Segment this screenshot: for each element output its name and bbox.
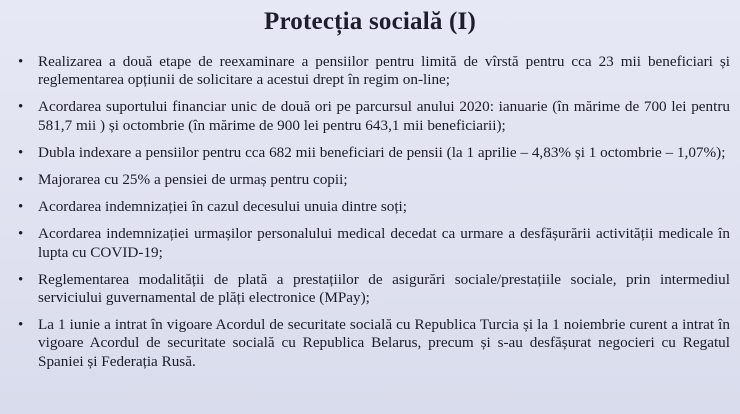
bullet-icon: •	[18, 172, 24, 189]
bullet-icon: •	[18, 226, 24, 243]
list-item	[0, 225, 740, 261]
list-item-text: Acordarea indemnizației urmașilor personalului medical decedat ca urmare a desfășurării activității medicale în lupta cu COVID-19;	[38, 225, 730, 261]
list-item-text: Majorarea cu 25% a pensiei de urmaș pentru copii;	[38, 171, 348, 189]
list-item	[0, 98, 740, 134]
bullet-icon: •	[18, 99, 24, 116]
list-item-text: Reglementarea modalității de plată a prestațiilor de asigurări sociale/prestațiile sociale, prin intermediul serviciului guvernamental de plăți electronice (MPay);	[38, 270, 730, 307]
list-item	[0, 53, 740, 89]
slide-title: Protecția socială (I)	[263, 8, 476, 35]
list-item-text: Dubla indexare a pensiilor pentru cca 682 mii beneficiari de pensii (la 1 aprilie – 4,83% și 1 octombrie – 1,07%);	[38, 143, 726, 161]
bullet-icon: •	[18, 271, 24, 288]
bullet-icon: •	[18, 317, 24, 334]
bullet-icon: •	[18, 54, 24, 70]
bullet-list	[0, 53, 740, 380]
list-item	[0, 171, 740, 189]
list-item	[0, 271, 740, 307]
list-item	[0, 144, 740, 162]
list-item-text: Acordarea suportului financiar unic de două ori pe parcursul anului 2020: ianuarie (în mărime de 700 lei pentru 581,7 mii ) și octombrie (în mărime de 900 lei pentru 643,1 mii beneficiarii);	[38, 98, 730, 134]
bullet-icon: •	[18, 199, 24, 216]
bullet-icon: •	[18, 144, 24, 161]
list-item-text: Acordarea indemnizației în cazul decesului unuia dintre soți;	[38, 198, 408, 216]
list-item-text: Realizarea a două etape de reexaminare a pensiilor pentru limită de vîrstă pentru cca 23 mii beneficiari și reglementarea opțiunii de solicitare a acestui drept în regim on-line;	[38, 53, 730, 89]
list-item	[0, 316, 740, 371]
list-item-text: La 1 iunie a intrat în vigoare Acordul de securitate socială cu Republica Turcia și la 1 noiembrie curent a intrat în vigoare Acordul de securitate socială cu Republica Belarus, precum și s-au desfășurat negocieri cu Regatul Spaniei și Federația Rusă.	[38, 316, 730, 370]
list-item	[0, 198, 740, 216]
